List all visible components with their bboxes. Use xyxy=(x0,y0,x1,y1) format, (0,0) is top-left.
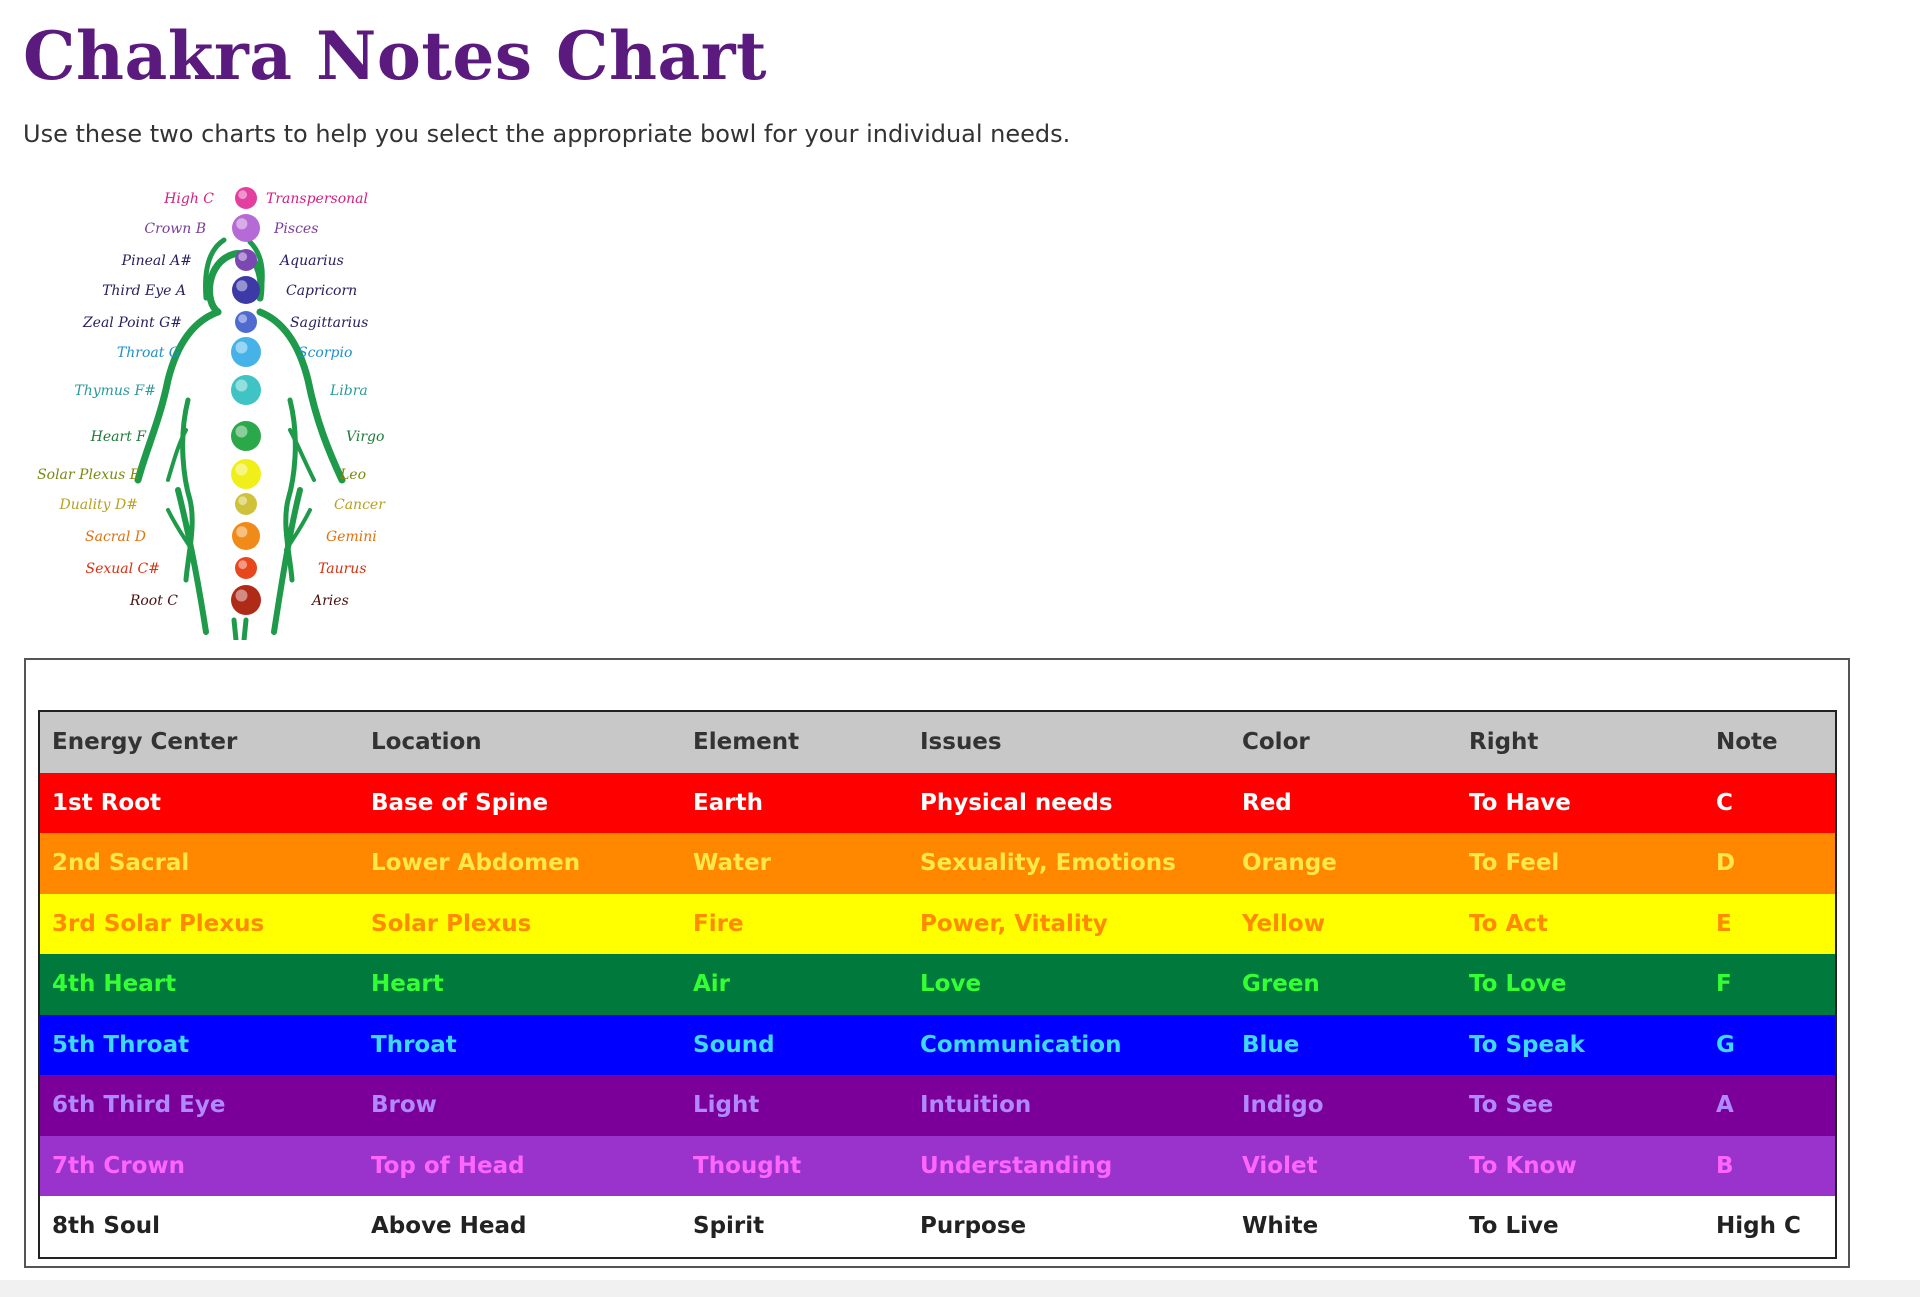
cell-energy-center: 4th Heart xyxy=(52,971,177,998)
cell-element: Thought xyxy=(693,1152,802,1179)
chakra-note-label: Throat G xyxy=(116,345,180,361)
header-color: Color xyxy=(1230,711,1457,773)
chakra-zodiac-label: Pisces xyxy=(274,221,319,237)
cell-location: Throat xyxy=(371,1031,457,1058)
cell-note: E xyxy=(1716,910,1732,937)
chakra-orb xyxy=(235,187,257,209)
cell-note: G xyxy=(1716,1031,1735,1058)
chakra-zodiac-label: Sagittarius xyxy=(290,315,369,331)
cell-color: Blue xyxy=(1242,1031,1300,1058)
cell-issues: Love xyxy=(920,971,982,998)
chakra-orb xyxy=(231,585,261,615)
cell-issues: Intuition xyxy=(920,1092,1032,1119)
table-row xyxy=(39,894,1836,955)
chakra-zodiac-label: Scorpio xyxy=(298,345,353,361)
cell-color: Orange xyxy=(1242,850,1337,877)
cell-energy-center: 3rd Solar Plexus xyxy=(52,910,265,937)
cell-location: Heart xyxy=(371,971,444,998)
chakra-orb xyxy=(232,522,260,550)
cell-color: Green xyxy=(1242,971,1320,998)
cell-issues: Physical needs xyxy=(920,789,1113,816)
chakra-note-label: Root C xyxy=(129,593,178,609)
chakra-orb xyxy=(232,214,260,242)
cell-color: Yellow xyxy=(1242,910,1325,937)
cell-color: Indigo xyxy=(1242,1092,1324,1119)
table-row xyxy=(39,833,1836,894)
cell-note: C xyxy=(1716,789,1733,816)
chakra-note-label: Sacral D xyxy=(85,529,146,545)
chakra-zodiac-label: Aquarius xyxy=(280,253,344,269)
header-right: Right xyxy=(1457,711,1704,773)
cell-issues: Power, Vitality xyxy=(920,910,1108,937)
chakra-orb xyxy=(231,421,261,451)
chakra-zodiac-label: Gemini xyxy=(326,529,377,545)
cell-location: Solar Plexus xyxy=(371,910,532,937)
chakra-note-label: Third Eye A xyxy=(102,283,186,299)
cell-note: F xyxy=(1716,971,1732,998)
cell-element: Fire xyxy=(693,910,744,937)
cell-right: To Have xyxy=(1469,789,1571,816)
cell-color: Red xyxy=(1242,789,1292,816)
page-title: Chakra Notes Chart xyxy=(23,17,768,95)
table-header-row xyxy=(39,711,1836,773)
cell-issues: Understanding xyxy=(920,1152,1113,1179)
chakra-zodiac-label: Cancer xyxy=(334,497,385,513)
cell-element: Sound xyxy=(693,1031,775,1058)
cell-note: D xyxy=(1716,850,1736,877)
cell-element: Earth xyxy=(693,789,763,816)
cell-location: Above Head xyxy=(371,1213,527,1240)
chakra-orb xyxy=(231,375,261,405)
cell-energy-center: 7th Crown xyxy=(52,1152,186,1179)
cell-location: Brow xyxy=(371,1092,437,1119)
cell-element: Water xyxy=(693,850,772,877)
chakra-note-label: Heart F xyxy=(90,429,146,445)
chakra-right-labels xyxy=(266,191,386,609)
cell-right: To See xyxy=(1469,1092,1554,1119)
cell-energy-center: 1st Root xyxy=(52,789,162,816)
table-row xyxy=(39,773,1836,834)
header-energy-center: Energy Center xyxy=(39,711,359,773)
cell-issues: Sexuality, Emotions xyxy=(920,850,1176,877)
chakra-zodiac-label: Taurus xyxy=(318,561,367,577)
cell-location: Base of Spine xyxy=(371,789,549,816)
chakra-zodiac-label: Libra xyxy=(330,383,368,399)
chakra-zodiac-label: Capricorn xyxy=(286,283,358,299)
chakra-note-label: Sexual C# xyxy=(85,561,160,577)
table-row xyxy=(39,1136,1836,1197)
chakra-orb xyxy=(235,311,257,333)
cell-issues: Purpose xyxy=(920,1213,1027,1240)
cell-location: Lower Abdomen xyxy=(371,850,581,877)
cell-energy-center: 6th Third Eye xyxy=(52,1092,226,1119)
chakra-table xyxy=(38,710,1837,1259)
chakra-orb xyxy=(235,557,257,579)
cell-element: Air xyxy=(693,971,731,998)
cell-energy-center: 5th Throat xyxy=(52,1031,190,1058)
chakra-note-label: Zeal Point G# xyxy=(82,315,182,331)
cell-energy-center: 2nd Sacral xyxy=(52,850,190,877)
chakra-zodiac-label: Virgo xyxy=(346,429,385,445)
chakra-note-label: High C xyxy=(164,191,214,207)
table-row xyxy=(39,1075,1836,1136)
page-subtitle: Use these two charts to help you select the appropriate bowl for your individual needs. xyxy=(23,120,1071,148)
chakra-zodiac-label: Aries xyxy=(312,593,349,609)
table-row xyxy=(39,1196,1836,1258)
chakra-body-illustration xyxy=(28,180,408,640)
cell-color: White xyxy=(1242,1213,1319,1240)
table-row xyxy=(39,954,1836,1015)
cell-note: A xyxy=(1716,1092,1734,1119)
cell-right: To Love xyxy=(1469,971,1567,998)
header-issues: Issues xyxy=(908,711,1230,773)
chakra-body-figure xyxy=(28,180,408,640)
cell-element: Spirit xyxy=(693,1213,765,1240)
chakra-orb xyxy=(232,276,260,304)
chakra-note-label: Duality D# xyxy=(59,497,138,513)
chakra-note-label: Solar Plexus E xyxy=(37,467,140,483)
chakra-orb xyxy=(235,493,257,515)
cell-right: To Act xyxy=(1469,910,1548,937)
page-bottom-strip xyxy=(0,1280,1920,1297)
cell-right: To Feel xyxy=(1469,850,1560,877)
header-location: Location xyxy=(359,711,681,773)
cell-note: High C xyxy=(1716,1213,1801,1240)
table-row xyxy=(39,1015,1836,1076)
cell-right: To Live xyxy=(1469,1213,1559,1240)
cell-energy-center: 8th Soul xyxy=(52,1213,161,1240)
chakra-note-label: Pineal A# xyxy=(121,253,192,269)
chakra-orb xyxy=(231,459,261,489)
chakra-orb xyxy=(235,249,257,271)
chakra-note-label: Thymus F# xyxy=(74,383,156,399)
cell-color: Violet xyxy=(1242,1152,1318,1179)
header-element: Element xyxy=(681,711,908,773)
cell-issues: Communication xyxy=(920,1031,1122,1058)
cell-right: To Know xyxy=(1469,1152,1577,1179)
chakra-zodiac-label: Transpersonal xyxy=(266,191,368,207)
cell-right: To Speak xyxy=(1469,1031,1585,1058)
cell-note: B xyxy=(1716,1152,1734,1179)
chakra-note-label: Crown B xyxy=(144,221,206,237)
chakra-zodiac-label: Leo xyxy=(340,467,367,483)
header-note: Note xyxy=(1704,711,1836,773)
cell-location: Top of Head xyxy=(371,1152,525,1179)
cell-element: Light xyxy=(693,1092,760,1119)
chakra-orb xyxy=(231,337,261,367)
